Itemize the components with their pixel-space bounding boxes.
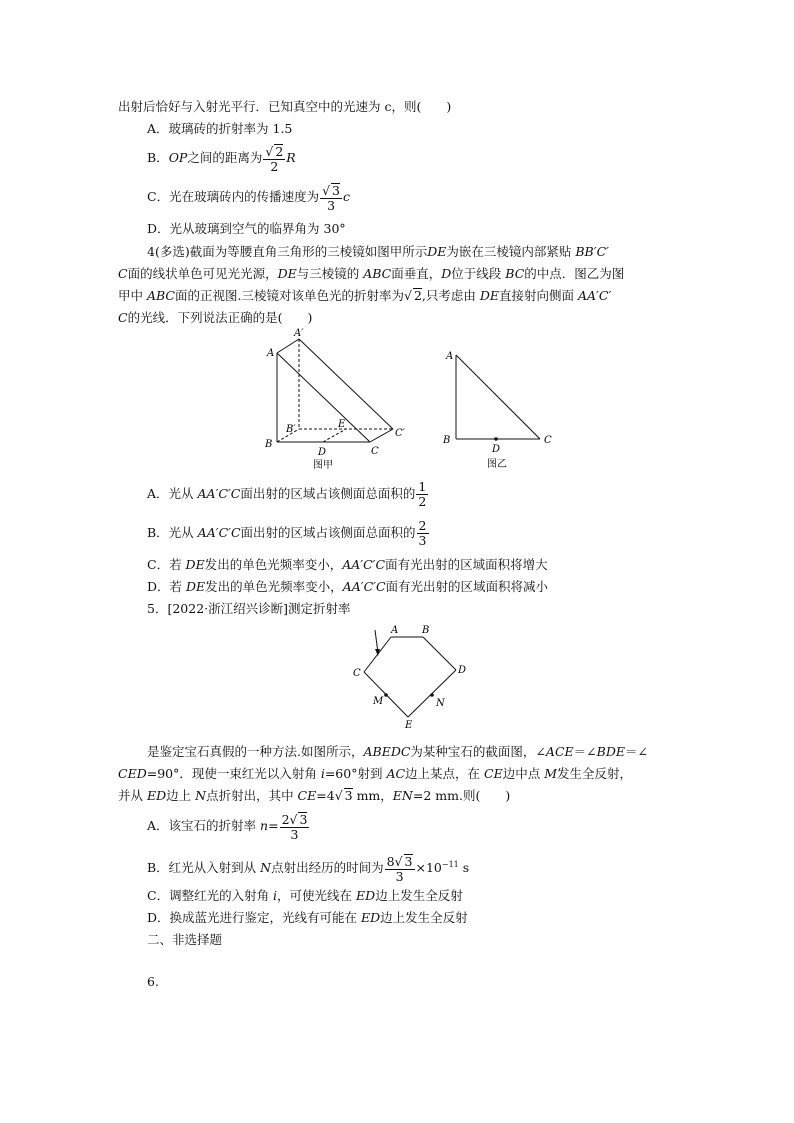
caption-yi: 图乙 bbox=[487, 459, 507, 470]
label-D: D bbox=[458, 665, 467, 676]
label-N: N bbox=[436, 698, 445, 709]
edge-BD bbox=[423, 637, 456, 670]
q5-heading: 5．[2022·浙江绍兴诊断]测定折射率 bbox=[147, 601, 351, 616]
label-D: D bbox=[492, 444, 501, 455]
q4-stem-line2: C面的线状单色可见光光源，DE与三棱镜的 ABC面垂直，D位于线段 BC的中点．图乙为图 bbox=[118, 266, 625, 281]
q3-stem-tail: 出射后恰好与入射光平行．已知真空中的光速为 c，则( ) bbox=[118, 99, 452, 114]
q4-stem-line1: 4(多选)截面为等腰直角三角形的三棱镜如图甲所示DE为嵌在三棱镜内部紧贴 BB′C′ bbox=[147, 244, 609, 259]
caption-jia: 图甲 bbox=[313, 460, 333, 471]
label-C: C bbox=[353, 668, 361, 679]
label-A1: A′ bbox=[294, 328, 304, 339]
q3-option-c: C．光在玻璃砖内的传播速度为 $\frac{√ 3}{3}$ c bbox=[147, 182, 351, 213]
point-M bbox=[384, 693, 388, 697]
label-A: A bbox=[391, 625, 399, 636]
q4-stem-line3: 甲中 ABC面的正视图.三棱镜对该单色光的折射率为√ 2,只考虑由 DE直接射向侧面 AA′C′ bbox=[118, 288, 612, 303]
edge-AC bbox=[456, 355, 540, 439]
q4-option-d: D．若 DE发出的单色光频率变小，AA′C′C面有光出射的区域面积将减小 bbox=[147, 579, 549, 594]
question-6-number: 6. bbox=[147, 974, 159, 989]
q3-option-b: B．OP之间的距离为 $\frac{√ 2}{2}$ R bbox=[147, 143, 296, 174]
q4-option-b: B．光从 AA′C′C面出射的区域占该侧面总面积的 $\frac{2}{3}$ bbox=[147, 518, 427, 548]
label-A: A bbox=[267, 348, 275, 359]
q5-option-d: D．换成蓝光进行鉴定，光线有可能在 ED边上发生全反射 bbox=[147, 910, 468, 925]
point-N bbox=[430, 693, 434, 697]
q5-option-a: A．该宝石的折射率 n= $\frac{2√ 3}{3}$ bbox=[147, 811, 308, 842]
label-C1: C′ bbox=[395, 428, 405, 439]
q5-stem-line2: CED=90°．现使一束红光以入射角 i=60°射到 AC边上某点，在 CE边中点 M发生全反射， bbox=[118, 766, 633, 781]
q5-option-c: C．调整红光的入射角 i，可使光线在 ED边上发生全反射 bbox=[147, 888, 463, 903]
q4-figure-jia bbox=[255, 325, 425, 473]
point-D bbox=[494, 437, 498, 441]
edge-A1C1 bbox=[299, 339, 393, 429]
label-B1: B′ bbox=[286, 424, 296, 435]
q4-option-a: A．光从 AA′C′C面出射的区域占该侧面总面积的 $\frac{1}{2}$ bbox=[147, 479, 427, 509]
q3-option-a: A．玻璃砖的折射率为 1.5 bbox=[147, 121, 293, 136]
q4-option-c: C．若 DE发出的单色光频率变小，AA′C′C面有光出射的区域面积将增大 bbox=[147, 557, 548, 572]
label-C: C bbox=[544, 435, 552, 446]
q4-stem-line4: C的光线．下列说法正确的是( ) bbox=[118, 310, 313, 325]
label-C: C bbox=[371, 446, 379, 457]
q3-option-d: D．光从玻璃到空气的临界角为 30° bbox=[147, 221, 346, 236]
label-A: A bbox=[446, 351, 454, 362]
label-D: D bbox=[318, 447, 327, 458]
q5-stem-line3: 并从 ED边上 N点折射出，其中 CE=4√ 3 mm，EN=2 mm.则( ) bbox=[118, 788, 511, 803]
label-B: B bbox=[422, 625, 430, 636]
line-DE bbox=[323, 429, 346, 442]
label-E: E bbox=[338, 419, 346, 430]
label-E: E bbox=[405, 720, 413, 731]
q5-gem-figure bbox=[345, 620, 475, 732]
q5-stem-line1: 是鉴定宝石真假的一种方法.如图所示，ABEDC为某种宝石的截面图，∠ACE＝∠BDE＝∠ bbox=[147, 744, 648, 759]
label-M: M bbox=[373, 696, 384, 707]
q4-figure-yi bbox=[440, 345, 560, 473]
label-B: B bbox=[443, 435, 451, 446]
edge-AA1 bbox=[277, 339, 299, 353]
section-heading-non-choice: 二、非选择题 bbox=[147, 932, 223, 947]
q5-option-b: B．红光从入射到从 N点射出经历的时间为 $\frac{8√ 3}{3}$ $\times 10^{-11}$ s bbox=[147, 853, 470, 884]
edge-CC1 bbox=[370, 429, 393, 442]
label-B: B bbox=[265, 439, 273, 450]
